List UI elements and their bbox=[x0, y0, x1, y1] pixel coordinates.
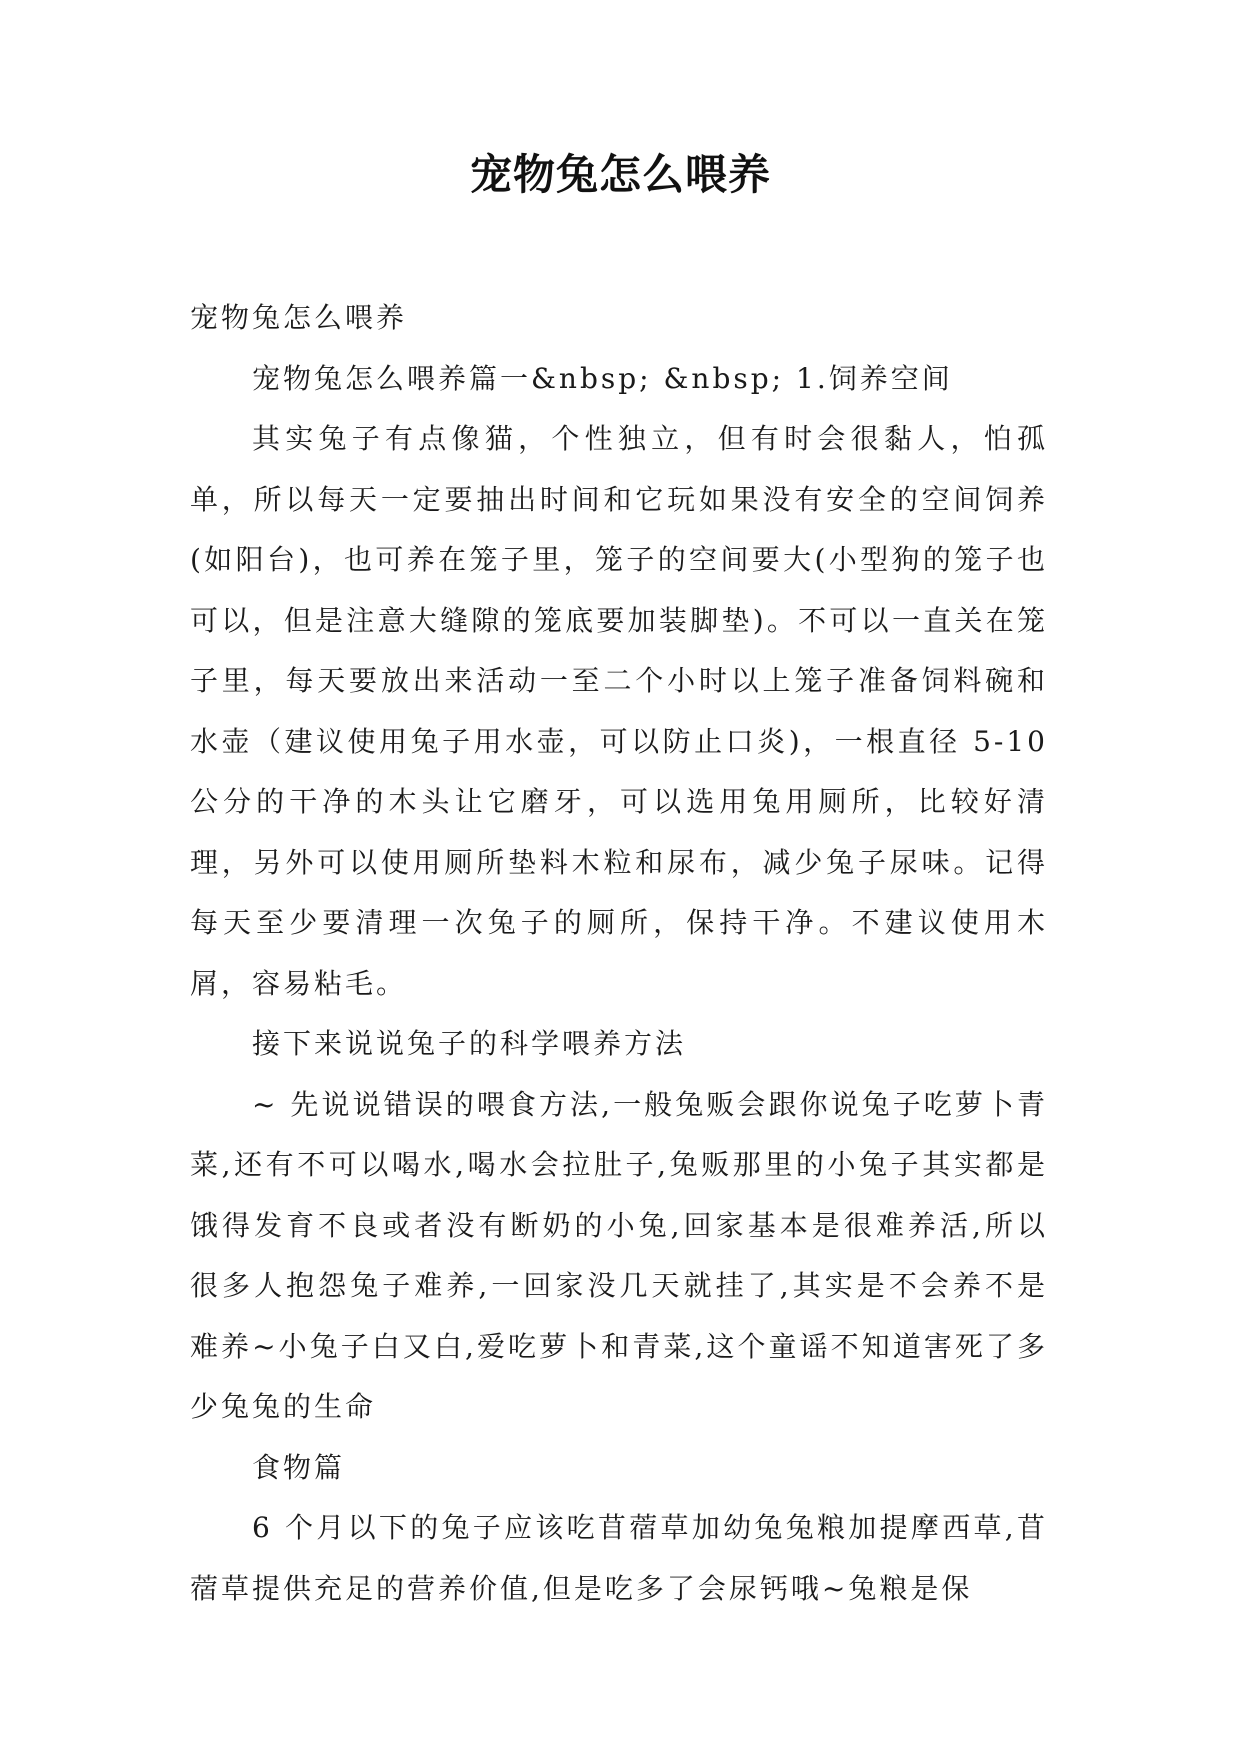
document-body bbox=[190, 288, 1048, 1619]
paragraph-food-detail: 6 个月以下的兔子应该吃苜蓿草加幼兔兔粮加提摩西草,苜蓿草提供充足的营养价值,但是吃多了会尿钙哦~兔粮是保 bbox=[190, 1511, 1048, 1605]
paragraph-food-heading: 食物篇 bbox=[252, 1450, 346, 1484]
paragraph-wrong-feeding: ~ 先说说错误的喂食方法,一般兔贩会跟你说兔子吃萝卜青菜,还有不可以喝水,喝水会拉肚子,兔贩那里的小兔子其实都是饿得发育不良或者没有断奶的小兔,回家基本是很难养活,所以很多人抱怨兔子难养,一回家没几天就挂了,其实是不会养不是难养~小兔子白又白,爱吃萝卜和青菜,这个童谣不知道害死了多少兔兔的生命 bbox=[190, 1087, 1048, 1423]
document-title: 宠物兔怎么喂养 bbox=[469, 150, 771, 199]
paragraph-housing: 其实兔子有点像猫，个性独立，但有时会很黏人，怕孤单，所以每天一定要抽出时间和它玩如果没有安全的空间饲养(如阳台)，也可养在笼子里，笼子的空间要大(小型狗的笼子也可以，但是注意大缝隙的笼底要加装脚垫)。不可以一直关在笼子里，每天要放出来活动一至二个小时以上笼子准备饲料碗和水壶（建议使用兔子用水壶，可以防止口炎)，一根直径 5-10 公分的干净的木头让它磨牙，可以选用兔用厕所，比较好清理，另外可以使用厕所垫料木粒和尿布，减少兔子尿味。记得每天至少要清理一次兔子的厕所，保持干净。不建议使用木屑，容易粘毛。 bbox=[190, 422, 1048, 1000]
paragraph-heading: 宠物兔怎么喂养 bbox=[190, 301, 408, 334]
paragraph-section-title: 宠物兔怎么喂养篇一&nbsp; &nbsp; 1.饲养空间 bbox=[252, 361, 953, 395]
paragraph-method-intro: 接下来说说兔子的科学喂养方法 bbox=[252, 1027, 687, 1060]
